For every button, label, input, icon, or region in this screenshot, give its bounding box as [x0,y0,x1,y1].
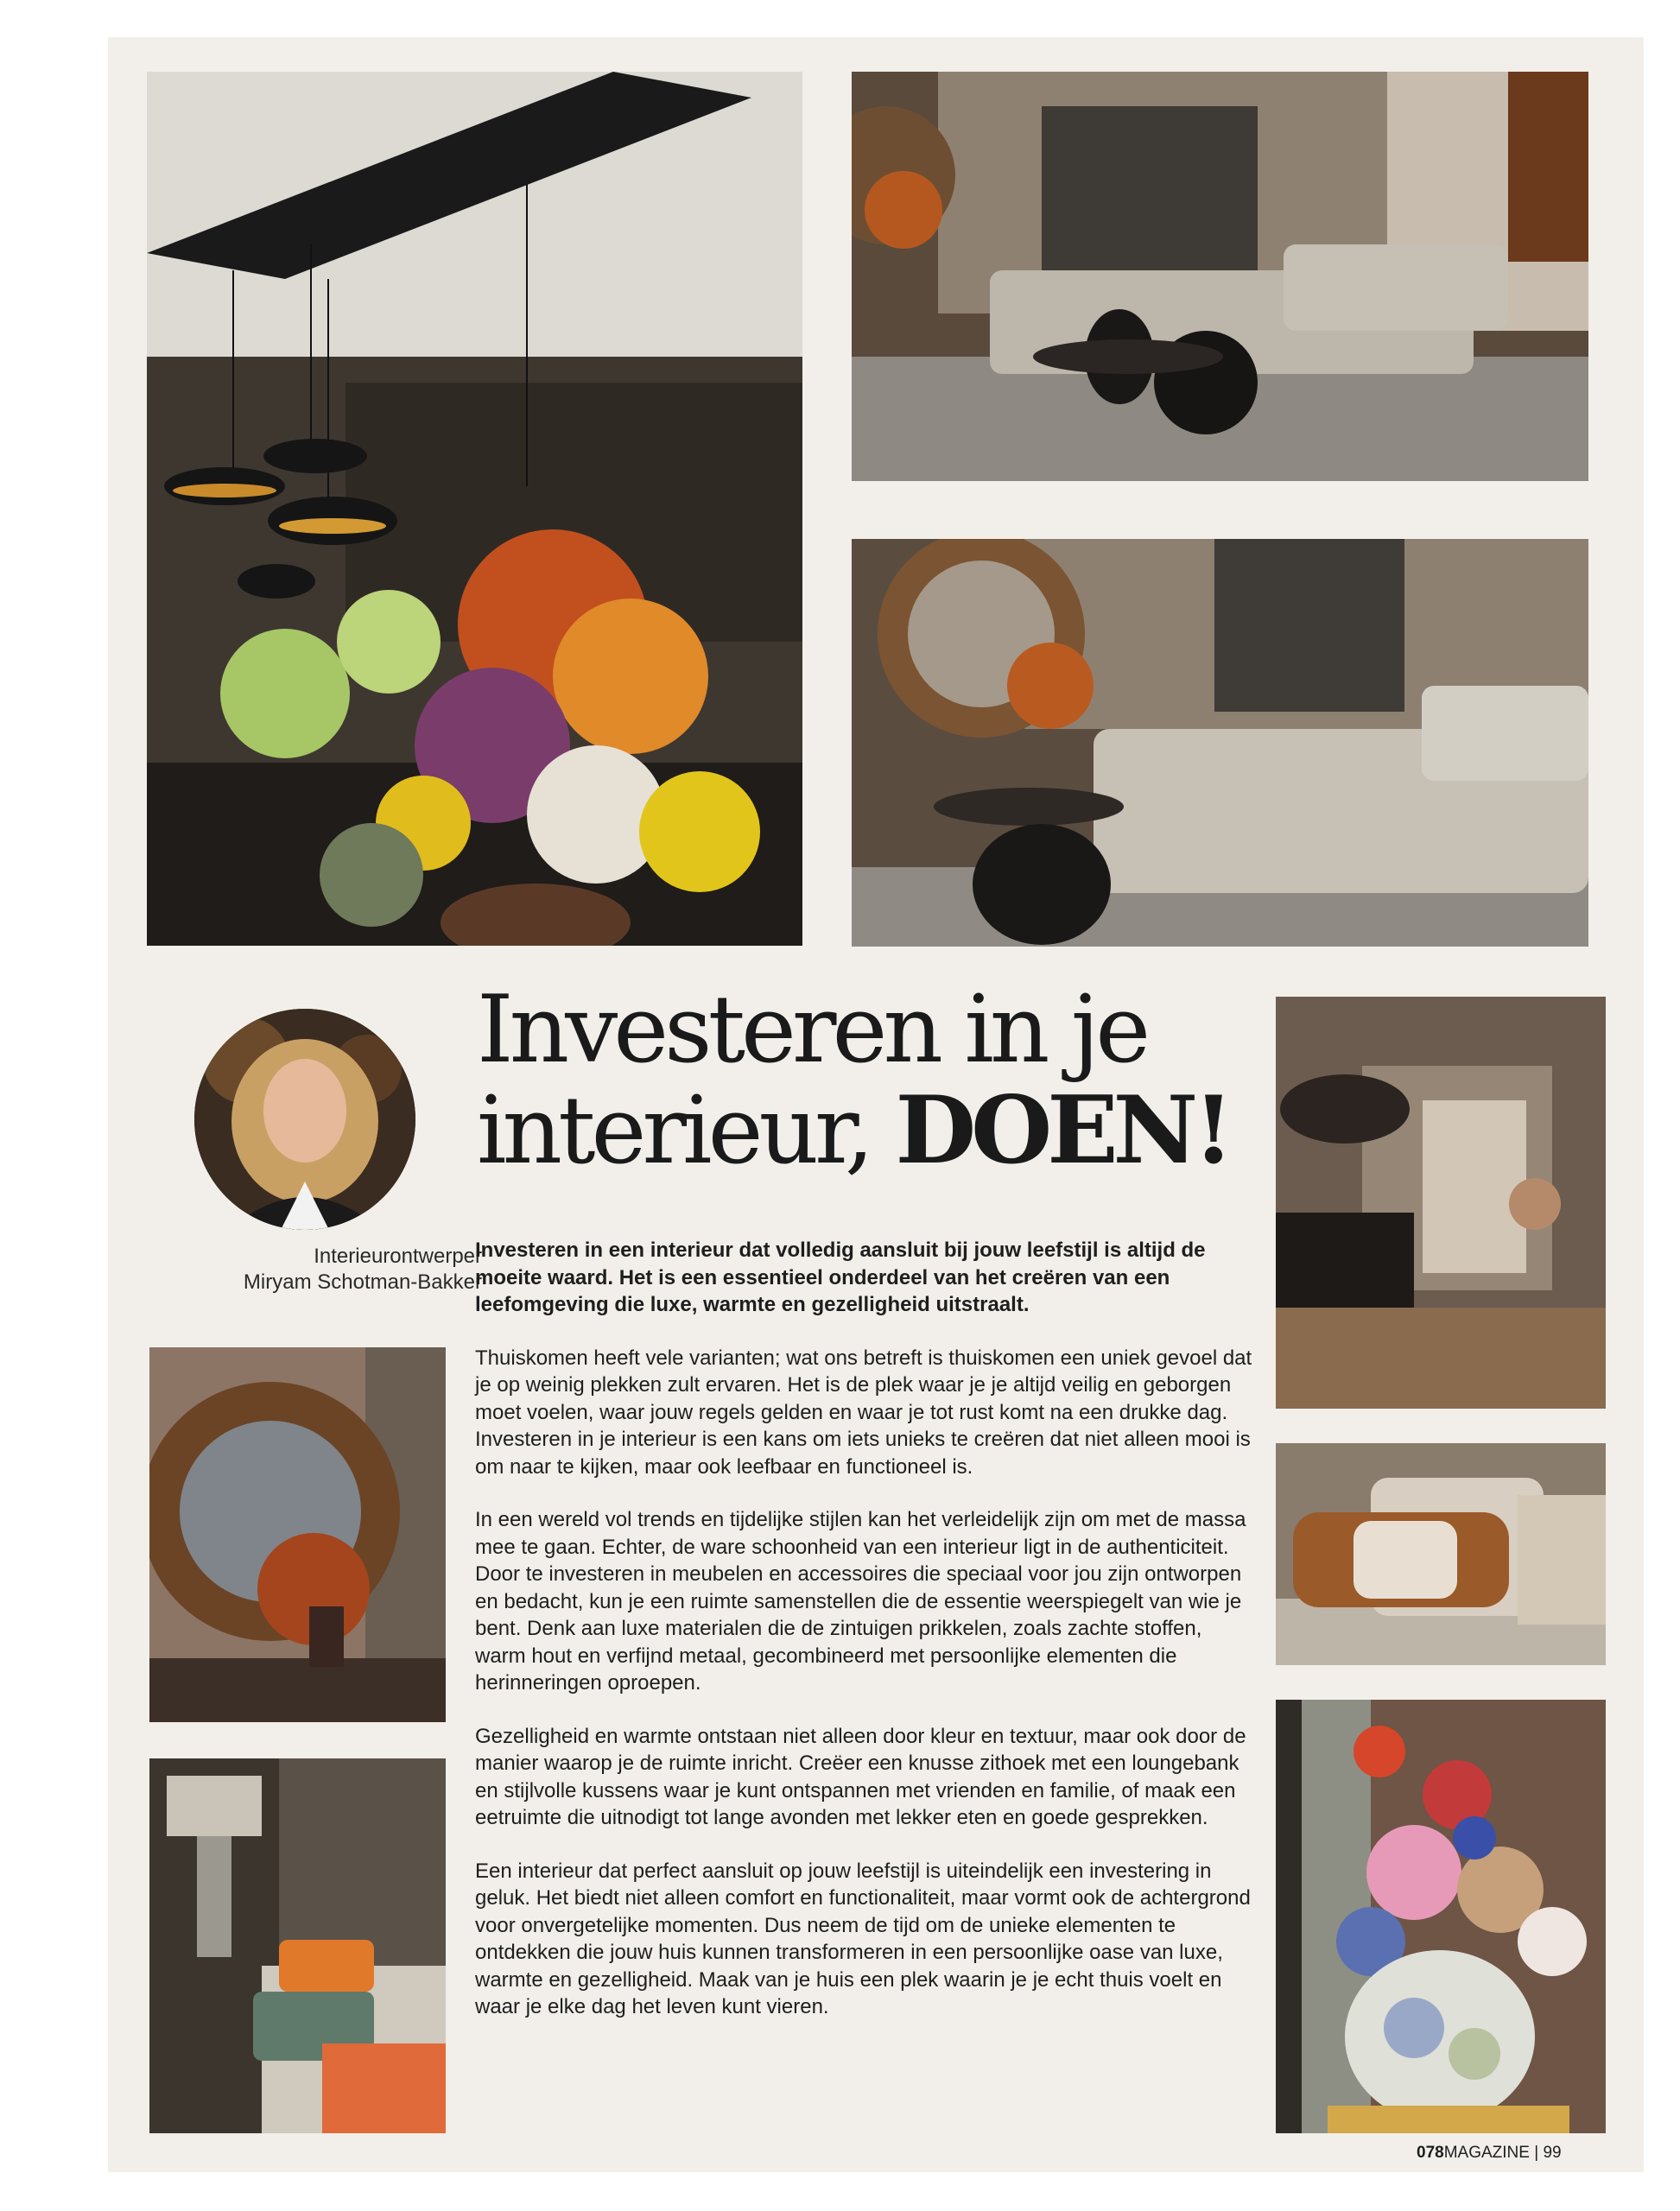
photo-pendant-lights-bouquet [147,72,802,946]
photo-living-room-sofa-2 [852,539,1588,947]
author-portrait [194,1009,415,1230]
photo-flower-vase [1276,1700,1606,2133]
author-caption [130,1244,482,1296]
article-body [475,1237,1252,2047]
page-number: 99 [1543,2144,1562,2162]
article-paragraph: In een wereld vol trends en tijdelijke stijlen kan het verleidelijk zijn om met de massa mee te gaan. Echter, de ware schoonheid van een interieur ligt in de authenticiteit. Door te investeren in meubelen en accessoires die speciaal voor jou zijn ontworpen en bedacht, kun je een ruimte samenstellen die de essentie weerspiegelt van wie je bent. Denk aan luxe materialen die de zintuigen prikkelen, zoals zachte stoffen, warm hout en verfijnd metaal, gecombineerd met persoonlijke elementen die herinneringen oproepen. [475,1508,1246,1695]
photo-lamp-cushions [149,1758,446,2133]
article-title [477,976,1254,1185]
author-name: Miryam Schotman-Bakker [243,1270,482,1294]
title-line-1: Investeren in je [477,976,1147,1084]
title-emphasis: DOEN! [895,1076,1229,1185]
page-footer [1417,2144,1562,2163]
article-paragraph: Een interieur dat perfect aansluit op jouw leefstijl is uiteindelijk een investering in geluk. Het biedt niet alleen comfort en functionaliteit, maar vormt ook de achtergrond voor onvergetelijke momenten. Dus neem de tijd om de unieke elementen te ontdekken die jouw huis kunnen transformeren in een persoonlijke oase van luxe, warmte en gezelligheid. Maak van je huis een plek waarin je je echt thuis voelt en waar je elke dag het leven kunt vieren. [475,1859,1251,2018]
photo-kitchen [1276,997,1606,1409]
magazine-label: MAGAZINE [1443,2144,1530,2162]
article-paragraph: Thuiskomen heeft vele varianten; wat ons betreft is thuiskomen een uniek gevoel dat je op weinig plekken zult ervaren. Het is de plek waar je je altijd veilig en geborgen moet voelen, waar jouw regels gelden en waar je tot rust komt na een drukke dag. Investeren in je interieur is een kans om iets unieks te creëren dat niet alleen mooi is om naar te kijken, maar ook leefbaar en functioneel is. [475,1346,1252,1479]
photo-round-mirror [149,1347,446,1722]
magazine-brand: 078 [1417,2144,1444,2162]
footer-separator: | [1529,2144,1544,2162]
article-paragraph: Gezelligheid en warmte ontstaan niet alleen door kleur en textuur, maar ook door de manier waarop je de ruimte inricht. Creëer een knusse zithoek met een loungebank en stijlvolle kussens waar je kunt ontspannen met vrienden en familie, of maak een eetruimte die uitnodigt tot lange avonden met lekker eten en goede gesprekken. [475,1724,1246,1829]
photo-cushions-closeup [1276,1443,1606,1665]
title-line-2: interieur, [477,1077,896,1185]
article-lead: Investeren in een interieur dat volledig aansluit bij jouw leefstijl is altijd de moeite waard. Het is een essentieel onderdeel van het creëren van een leefomgeving die luxe, warmte en gezelligheid uitstraalt. [475,1239,1206,1316]
author-role: Interieurontwerper [314,1245,482,1268]
photo-living-room-sofa-1 [852,72,1588,481]
